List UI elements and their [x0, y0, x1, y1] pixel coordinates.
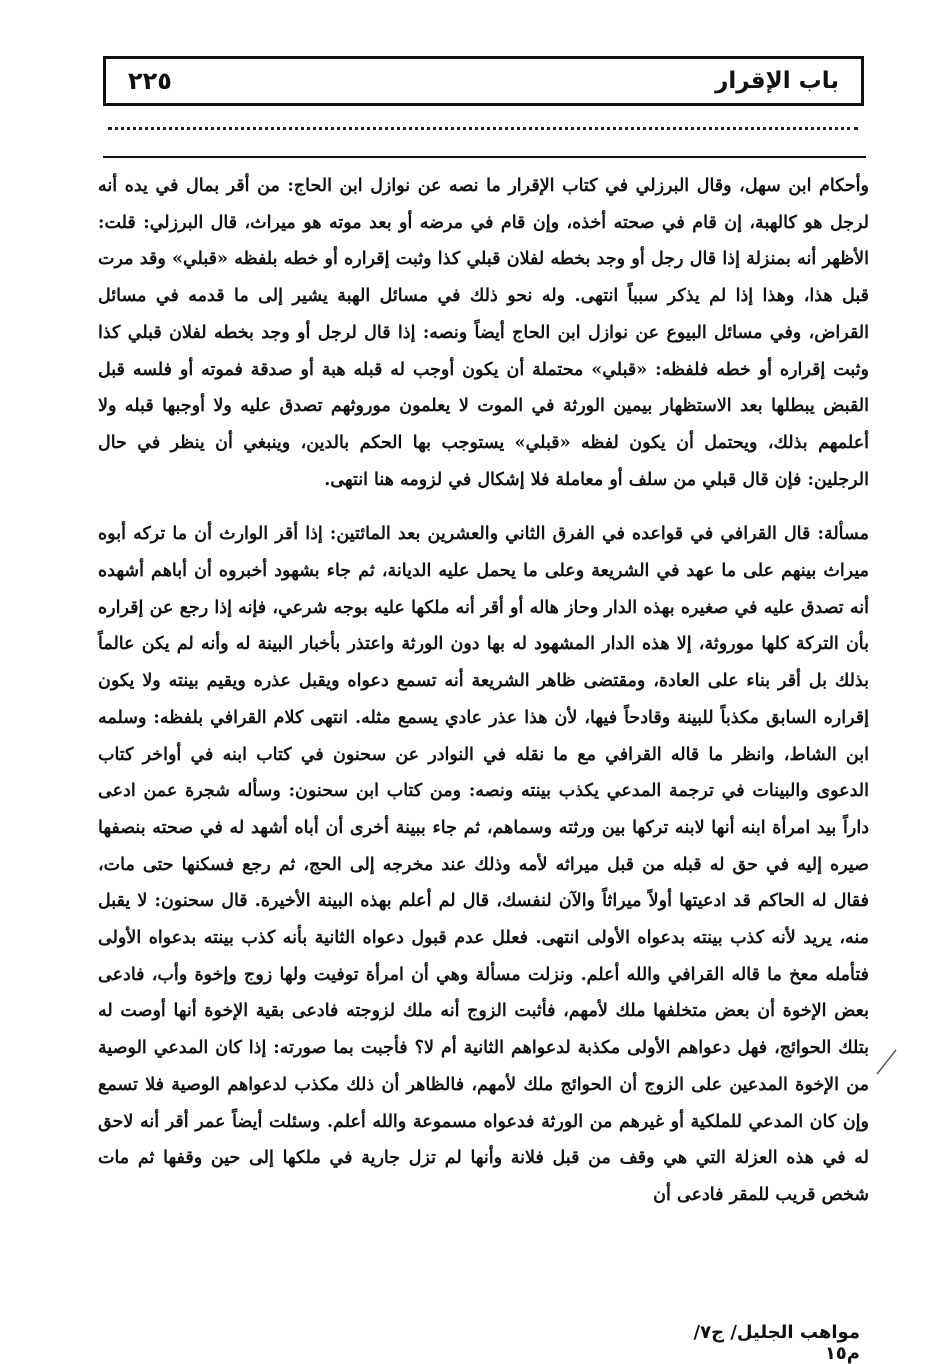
footer-signature: مواهب الجليل/ ج٧/ م١٥: [693, 1322, 860, 1364]
dotted-divider: [108, 127, 858, 130]
main-text: [98, 168, 869, 1214]
chapter-title: باب الإقرار: [715, 68, 839, 94]
paragraph-2: مسألة: قال القرافي في قواعده في الفرق الثاني والعشرين بعد المائتين: إذا أقر الوارث أن ما تركه أبوه ميراث بينهم على ما عهد في الشريعة وعلى ما يحمل عليه الديانة، ثم جاء بشهود أخبروه أن أباهم أشهده أنه تصدق عليه في صغيره بهذه الدار وحاز هاله أو أقر أنه ملكها عليه بوجه شرعي، فإنه إذا رجع عن إقراره بأن التركة كلها موروثة، إلا هذه الدار المشهود له بها دون الورثة واعتذر بأخبار البينة له وأنه لم يكن عالماً بذلك بل أقر بناء على العادة، ومقتضى ظاهر الشريعة أنه تسمع دعواه ويقبل عذره ويقيم بينته ولا يكون إقراره السابق مكذباً للبينة وقادحاً فيها، لأن هذا عذر عادي يسمع مثله. انتهى كلام القرافي بلفظه: وسلمه ابن الشاط، وانظر ما قاله القرافي مع ما نقله في النوادر عن سحنون في كتاب ابنه في أواخر كتاب الدعوى والبينات في ترجمة المدعي يكذب بينته ونصه: ومن كتاب ابن سحنون: وسأله شجرة عمن ادعى داراً بيد امرأة ابنه أنها لابنه تركها بين ورثته وسماهم، ثم جاء ببينة أخرى أن أباه أشهد له في صحته بنصفها صيره إليه في حق له قبله من قبل ميراثه لأمه وذلك عند مخرجه إلى الحج، ثم رجع فسكنها حتى مات، فقال له الحاكم قد ادعيتها أولاً ميراثاً والآن لنفسك، قال لم أعلم بهذه البينة الأخيرة. قال سحنون: لا يقبل منه، يريد لأنه كذب بينته بدعواه الأولى انتهى. فعلل عدم قبول دعواه الثانية بأنه كذب بينته بدعواه الأولى فتأمله معخ ما قاله القرافي والله أعلم. ونزلت مسألة وهي أن امرأة توفيت ولها زوج وإخوة وأب، فادعى بعض الإخوة أن بعض متخلفها ملك لأمهم، فأثبت الزوج أنه ملك لزوجته فادعى بقية الإخوة أنها أوصت له بتلك الحوائج، فهل دعواهم الأولى مكذبة لدعواهم الثانية أم لا؟ فأجبت بما صورته: إذا كان المدعي الوصية من الإخوة المدعين على الزوج أن الحوائج ملك لأمهم، فالظاهر أن ذلك مكذب لدعواهم الوصية فلا تسمع وإن كان المدعي للملكية أو غيرهم من الورثة فدعواه مسموعة والله أعلم. وسئلت أيضاً عمر أقر أنه لاحق له في هذه العزلة التي هي وقف من قبل فلانة وأنها لم تزل جارية في ملكها إلى حين وقفها ثم مات شخص قريب للمقر فادعى أن: [98, 524, 869, 1205]
margin-pen-mark-icon: [874, 1048, 898, 1078]
page-number: ٢٢٥: [128, 67, 172, 95]
paragraph-1: وأحكام ابن سهل، وقال البرزلي في كتاب الإقرار ما نصه عن نوازل ابن الحاج: من أقر بمال في يده أنه لرجل هو كالهبة، إن قام في صحته أخذه، وإن قام في مرضه أو بعد موته هو ميراث، قال البرزلي: قلت: الأظهر أنه بمنزلة إذا قال رجل أو وجد بخطه لفلان قبلي كذا وثبت إقراره أو خطه بلفظه «قبلي» وقد مرت قبل هذا، وهذا إذا لم يذكر سبباً انتهى. وله نحو ذلك في مسائل الهبة يشير إلى ما قدمه في مسائل القراض، وفي مسائل البيوع عن نوازل ابن الحاج أيضاً ونصه: إذا قال لرجل أو وجد بخطه لفلان قبلي كذا وثبت إقراره أو خطه فلفظه: «قبلي» محتملة أن يكون أوجب له قبله هبة أو صدقة فموته أو فلسه قبل القبض يبطلها بعد الاستظهار بيمين الورثة في الموت لا يعلمون موروثهم تصدق عليه ولا أوجبها قبله ولا أعلمهم بذلك، ويحتمل أن يكون لفظه «قبلي» يستوجب بها الحكم بالدين، وينبغي أن ينظر في حال الرجلين: فإن قال قبلي من سلف أو معاملة فلا إشكال في لزومه هنا انتهى.: [98, 176, 869, 490]
page-header: [103, 56, 864, 106]
solid-divider: [103, 156, 866, 158]
